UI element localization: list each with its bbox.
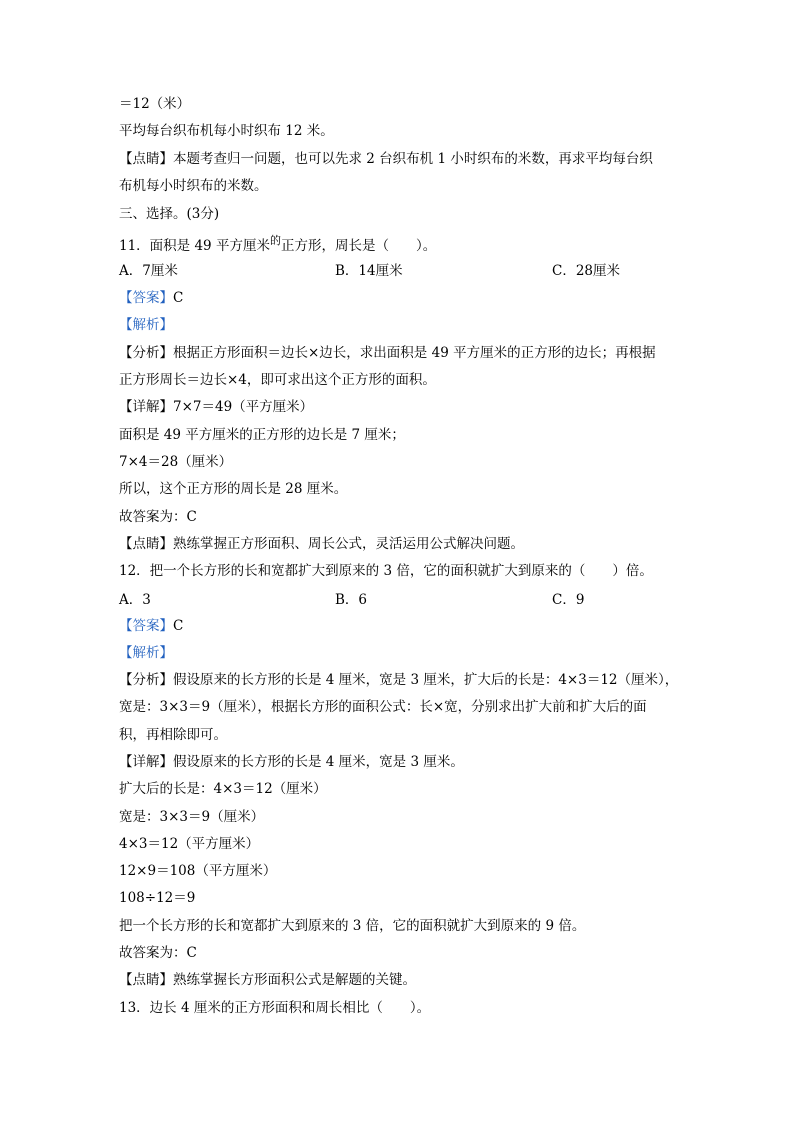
text-line: [119, 398, 313, 416]
text-line: 4×3＝12（平方厘米）: [119, 836, 260, 852]
answer-line: [119, 289, 183, 307]
text-span: 熟练掌握正方形面积、周长公式，灵活运用公式解决问题。: [173, 536, 524, 552]
question-13: 13．边长 4 厘米的正方形面积和周长相比（ ）。: [119, 1000, 431, 1016]
text-span: 根据正方形面积＝边长×边长，求出面积是 49 平方厘米的正方形的边长；再根据: [173, 345, 656, 361]
fenxi-tag: 【分析】: [119, 672, 173, 688]
jiexi-tag: 【解析】: [119, 317, 173, 333]
answer-tag: 【答案】: [119, 290, 173, 306]
text-line: 7×4＝28（厘米）: [119, 454, 233, 470]
text-line: [119, 150, 653, 168]
option-a: A．7厘米: [119, 263, 178, 279]
fenxi-tag: 【分析】: [119, 345, 173, 361]
option-b: B．14厘米: [335, 263, 403, 279]
xiangjie-tag: 【详解】: [119, 399, 173, 415]
text-line: 宽是：3×3＝9（厘米），根据长方形的面积公式：长×宽，分别求出扩大前和扩大后的面: [119, 699, 647, 715]
text-line: [119, 535, 524, 553]
text-line: [119, 753, 464, 771]
text-span: 假设原来的长方形的长是 4 厘米，宽是 3 厘米，扩大后的长是：4×3＝12（厘米），: [173, 672, 679, 688]
text-line: 108÷12＝9: [119, 890, 196, 906]
text-line: [119, 971, 416, 989]
text-line: ＝12（米）: [119, 96, 191, 112]
answer-value: C: [173, 290, 184, 306]
text-line: 把一个长方形的长和宽都扩大到原来的 3 倍，它的面积就扩大到原来的 9 倍。: [119, 918, 586, 934]
text-line: 宽是：3×3＝9（厘米）: [119, 809, 265, 825]
text-line: [119, 671, 678, 689]
text-line: 所以，这个正方形的周长是 28 厘米。: [119, 481, 348, 497]
text-line: 面积是 49 平方厘米的正方形的边长是 7 厘米；: [119, 427, 405, 443]
text-line: 积，再相除即可。: [119, 727, 227, 743]
text-line: 布机每小时织布的米数。: [119, 178, 268, 194]
dianjing-tag: 【点睛】: [119, 151, 173, 167]
text-line: 平均每台织布机每小时织布 12 米。: [119, 123, 334, 139]
section-heading: 三、选择。(3分): [119, 206, 220, 222]
question-12: 12．把一个长方形的长和宽都扩大到原来的 3 倍，它的面积就扩大到原来的（ ）倍。: [119, 563, 653, 579]
text-span: 熟练掌握长方形面积公式是解题的关键。: [173, 972, 416, 988]
question-text: 11．面积是 49 平方厘米: [119, 238, 270, 254]
question-text-sup: 的: [269, 234, 281, 247]
text-line: 正方形周长＝边长×4，即可求出这个正方形的面积。: [119, 372, 436, 388]
option-c: C．28厘米: [552, 263, 621, 279]
text-span: 本题考查归一问题，也可以先求 2 台织布机 1 小时织布的米数，再求平均每台织: [173, 151, 653, 167]
answer-value: C: [173, 618, 184, 634]
xiangjie-tag: 【详解】: [119, 754, 173, 770]
text-line: 12×9＝108（平方厘米）: [119, 863, 277, 879]
text-span: 7×7＝49（平方厘米）: [173, 399, 314, 415]
dianjing-tag: 【点睛】: [119, 972, 173, 988]
text-line: 扩大后的长是：4×3＝12（厘米）: [119, 781, 327, 797]
text-line: [119, 344, 656, 362]
option-c: C．9: [552, 592, 585, 608]
text-line: 故答案为：C: [119, 509, 197, 525]
answer-line: [119, 617, 183, 635]
option-b: B．6: [335, 592, 368, 608]
question-11: [119, 234, 437, 256]
text-line: 故答案为：C: [119, 945, 197, 961]
dianjing-tag: 【点睛】: [119, 536, 173, 552]
option-a: A．3: [119, 592, 151, 608]
answer-tag: 【答案】: [119, 618, 173, 634]
jiexi-tag: 【解析】: [119, 645, 173, 661]
text-span: 假设原来的长方形的长是 4 厘米，宽是 3 厘米。: [173, 754, 464, 770]
question-text: 正方形，周长是（ ）。: [280, 238, 437, 254]
